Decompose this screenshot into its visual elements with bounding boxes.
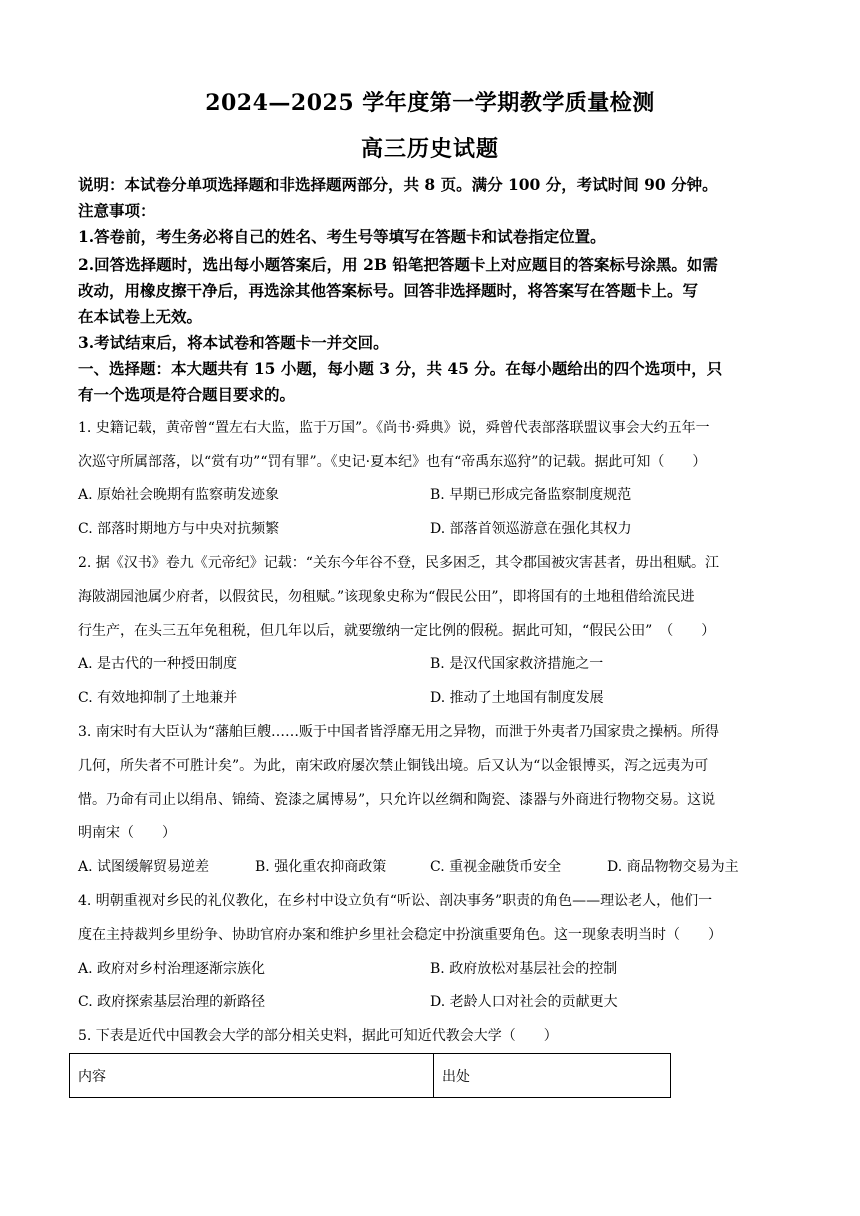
question-3-option-d: D. 商品物物交易为主 [607,859,739,875]
table-header-source: 出处 [434,1054,671,1098]
question-4-stem-line-2: 度在主持裁判乡里纷争、协助官府办案和维护乡里社会稳定中扮演重要角色。这一现象表明当时（ ） [78,927,722,943]
question-4-option-b: B. 政府放松对基层社会的控制 [430,961,618,977]
question-3-stem-line-1: 3. 南宋时有大臣认为“藩舶巨艘……贩于中国者皆浮靡无用之异物，而泄于外夷者乃国家贵之操柄。所得 [78,724,719,740]
question-2-stem-line-1: 2. 据《汉书》卷九《元帝纪》记载：“关东今年谷不登，民多困乏，其令郡国被灾害甚者，毋出租赋。江 [78,555,719,571]
instruction-item-2-line-2: 改动，用橡皮擦干净后，再选涂其他答案标号。回答非选择题时，将答案写在答题卡上。写 [78,281,699,300]
question-4-option-d: D. 老龄人口对社会的贡献更大 [430,994,618,1010]
table-header-content: 内容 [70,1054,434,1098]
question-5-table [69,1053,671,1098]
question-1-option-a: A. 原始社会晚期有监察萌发迹象 [78,487,280,503]
question-3-option-c: C. 重视金融货币安全 [430,859,562,875]
question-1-option-c: C. 部落时期地方与中央对抗频繁 [78,521,280,537]
instruction-heading: 注意事项： [78,201,156,220]
question-2-option-a: A. 是古代的一种授田制度 [78,656,238,672]
question-1-stem-line-1: 1. 史籍记载，黄帝曾“置左右大监，监于万国”。《尚书·舜典》说，舜曾代表部落联盟议事会大约五年一 [78,420,710,436]
question-1-stem-line-2: 次巡守所属部落，以“赏有功”“罚有罪”。《史记·夏本纪》也有“帝禹东巡狩”的记载。据此可知（ ） [78,454,707,470]
instruction-item-2-line-3: 在本试卷上无效。 [78,307,203,326]
table-header-row [70,1054,671,1098]
question-2-option-b: B. 是汉代国家救济措施之一 [430,656,604,672]
question-2-stem-line-3: 行生产，在头三五年免租税，但几年以后，就要缴纳一定比例的假税。据此可知，“假民公田” （ ） [78,623,716,639]
question-1-option-d: D. 部落首领巡游意在强化其权力 [430,521,632,537]
question-3-option-b: B. 强化重农抑商政策 [255,859,387,875]
exam-subtitle: 高三历史试题 [360,136,499,162]
question-3-stem-line-2: 几何，所失者不可胜计矣”。为此，南宋政府屡次禁止铜钱出境。后又认为“以金银博买，泻之远夷为可 [78,758,709,774]
instruction-item-3: 3.考试结束后，将本试卷和答题卡一并交回。 [78,333,389,352]
section-1-heading-line-2: 有一个选项是符合题目要求的。 [78,385,296,404]
question-4-stem-line-1: 4. 明朝重视对乡民的礼仪教化，在乡村中设立负有“听讼、剖决事务”职责的角色——理讼老人，他们一 [78,893,713,909]
question-2-option-d: D. 推动了土地国有制度发展 [430,690,604,706]
question-2-stem-line-2: 海陂湖园池属少府者，以假贫民，勿租赋。”该现象史称为“假民公田”，即将国有的土地租借给流民进 [78,589,695,605]
question-3-option-a: A. 试图缓解贸易逆差 [78,859,210,875]
question-1-option-b: B. 早期已形成完备监察制度规范 [430,487,632,503]
question-3-stem-line-3: 惜。乃命有司止以绢帛、锦绮、瓷漆之属博易”，只允许以丝绸和陶瓷、漆器与外商进行物物交易。这说 [78,792,716,808]
question-5-stem-line-1: 5. 下表是近代中国教会大学的部分相关史料，据此可知近代教会大学（ ） [78,1028,558,1044]
exam-title: 2024—2025 学年度第一学期教学质量检测 [205,90,655,116]
question-3-stem-line-4: 明南宋（ ） [78,825,176,841]
question-2-option-c: C. 有效地抑制了土地兼并 [78,690,238,706]
instruction-item-2-line-1: 2.回答选择题时，选出每小题答案后，用 2B 铅笔把答题卡上对应题目的答案标号涂黑。如需 [78,255,718,274]
section-1-heading-line-1: 一、选择题：本大题共有 15 小题，每小题 3 分，共 45 分。在每小题给出的四个选项中，只 [78,359,723,378]
instruction-item-1: 1.答卷前，考生务必将自己的姓名、考生号等填写在答题卡和试卷指定位置。 [78,227,606,246]
question-4-option-c: C. 政府探索基层治理的新路径 [78,994,266,1010]
question-4-option-a: A. 政府对乡村治理逐渐宗族化 [78,961,266,977]
instruction-note: 说明：本试卷分单项选择题和非选择题两部分，共 8 页。满分 100 分，考试时间 90 分钟。 [78,175,718,194]
